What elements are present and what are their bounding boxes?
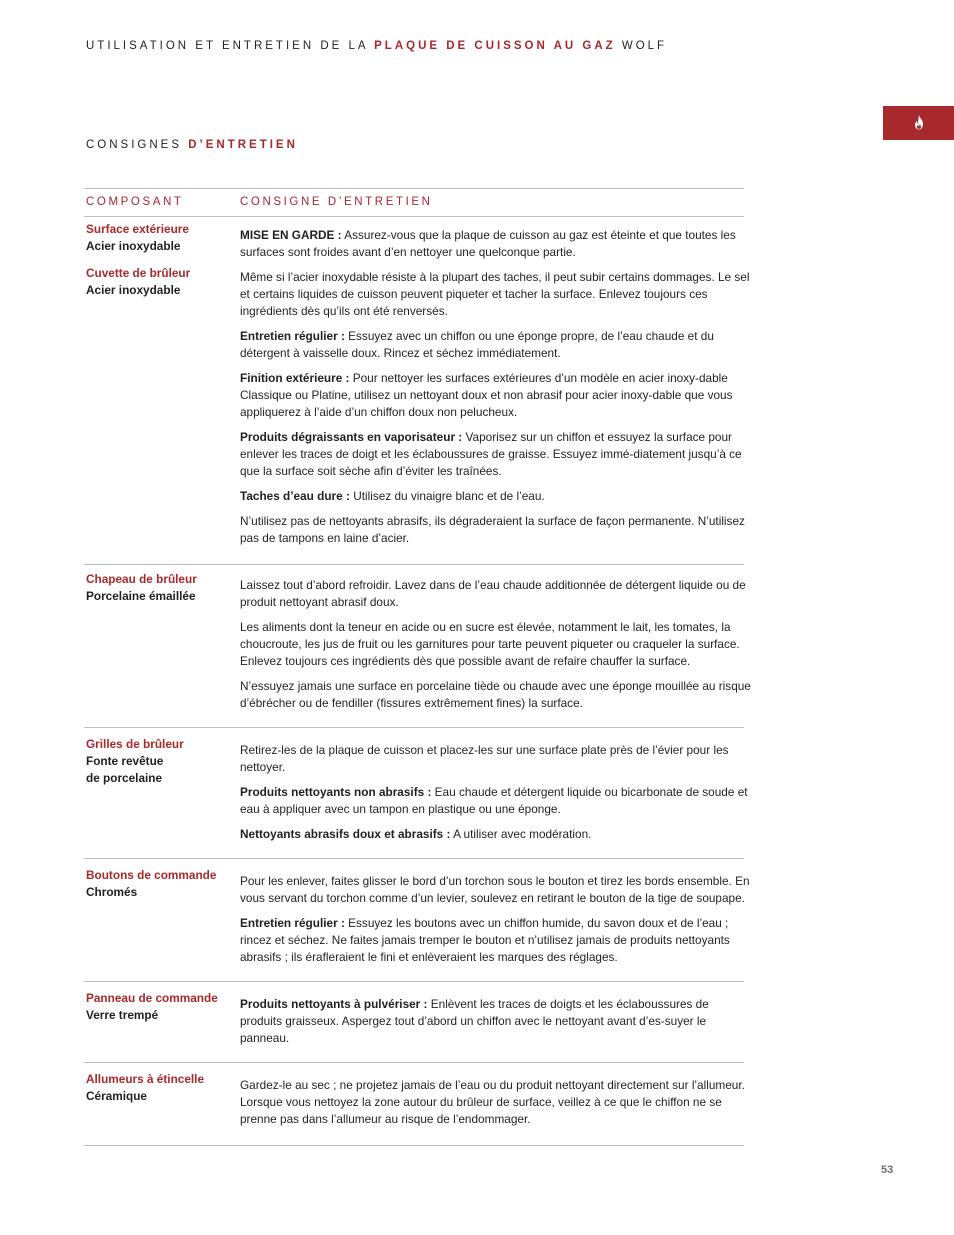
component-cell	[86, 736, 236, 787]
component-cell	[86, 571, 236, 605]
component-cell	[86, 221, 236, 255]
instruction-text: Les aliments dont la teneur en acide ou en sucre est élevée, notamment le lait, les tomates, la choucroute, les jus de fruit ou les garnitures pour tarte peuvent piqueter ou craqueler la surface. Enlevez toujours ces ingrédients dès que possible avant de refaire chauffer la surface.	[240, 620, 740, 668]
component-material: Chromés	[86, 885, 138, 899]
component-material: Verre trempé	[86, 1008, 159, 1022]
instruction-text: Essuyez avec un chiffon ou une éponge propre, de l’eau chaude et du détergent à vaisselle doux. Rincez et séchez immédiatement.	[240, 329, 714, 360]
instruction-lead: MISE EN GARDE :	[240, 228, 342, 242]
instruction-paragraph	[240, 742, 752, 776]
header-prefix: UTILISATION ET ENTRETIEN DE LA	[86, 40, 368, 52]
instruction-text: Enlèvent les traces de doigts et les éclaboussures de produits graisseux. Aspergez tout d’abord un chiffon avec le nettoyant avant d’es-suyer le panneau.	[240, 997, 709, 1045]
header-highlight: PLAQUE DE CUISSON AU GAZ	[374, 40, 616, 52]
instruction-text: Eau chaude et détergent liquide ou bicarbonate de soude et eau à appliquer avec un tampon en plastique ou une éponge.	[240, 785, 748, 816]
instruction-text: N’essuyez jamais une surface en porcelaine tiède ou chaude avec une éponge mouillée au risque d’ébrécher ou de fendiller (fissures extrêmement fines) la surface.	[240, 679, 751, 710]
instruction-text: Assurez-vous que la plaque de cuisson au gaz est éteinte et que toutes les surfaces sont froides avant d’en nettoyer une quelconque partie.	[240, 228, 736, 259]
instruction-paragraph	[240, 429, 752, 480]
instruction-lead: Produits dégraissants en vaporisateur :	[240, 430, 463, 444]
instruction-text: Vaporisez sur un chiffon et essuyez la surface pour enlever les traces de doigt et les éclaboussures de graisse. Essuyez immé-diatement jusqu’à ce que la surface soit sèche afin d’éviter les traînées.	[240, 430, 742, 478]
instruction-paragraph	[240, 619, 752, 670]
component-cell	[86, 990, 236, 1024]
instruction-lead: Produits nettoyants non abrasifs :	[240, 785, 432, 799]
table-row	[84, 728, 748, 859]
instruction-text: Pour les enlever, faites glisser le bord d’un torchon sous le bouton et tirez les bords ensemble. En vous servant du torchon comme d’un levier, soulevez en retirant le bouton de la tige de soupape.	[240, 874, 750, 905]
table-header	[84, 188, 744, 217]
instruction-lead: Nettoyants abrasifs doux et abrasifs :	[240, 827, 451, 841]
instruction-lead: Finition extérieure :	[240, 371, 350, 385]
component-material: Acier inoxydable	[86, 239, 181, 253]
instruction-paragraph	[240, 826, 752, 843]
instruction-text: Pour nettoyer les surfaces extérieures d’un modèle en acier inoxy-dable Classique ou Platine, utilisez un nettoyant doux et non abrasif pour acier inoxy-dable que vous appliquerez à l’aide d’un chiffon doux non pelucheux.	[240, 371, 733, 419]
instruction-cell	[240, 227, 752, 547]
table-row	[84, 217, 750, 565]
instruction-paragraph	[240, 784, 752, 818]
component-name: Grilles de brûleur	[86, 737, 184, 751]
component-cell	[86, 265, 236, 299]
component-name: Chapeau de brûleur	[86, 572, 197, 586]
instruction-cell	[240, 996, 752, 1047]
column-header-component: COMPOSANT	[86, 196, 184, 208]
instruction-cell	[240, 873, 752, 966]
instruction-cell	[240, 577, 752, 712]
instruction-cell	[240, 742, 752, 843]
care-table	[84, 188, 751, 1146]
instruction-lead: Entretien régulier :	[240, 329, 345, 343]
table-row	[84, 859, 750, 982]
component-cell	[86, 1071, 236, 1105]
instruction-text: N’utilisez pas de nettoyants abrasifs, ils dégraderaient la surface de façon permanente. N’utilisez pas de tampons en laine d’acier.	[240, 514, 745, 545]
component-material: Porcelaine émaillée	[86, 589, 196, 603]
component-name: Allumeurs à étincelle	[86, 1072, 205, 1086]
instruction-text: Laissez tout d’abord refroidir. Lavez dans de l’eau chaude additionnée de détergent liquide ou de produit nettoyant abrasif doux.	[240, 578, 746, 609]
instruction-text: Utilisez du vinaigre blanc et de l’eau.	[349, 489, 545, 503]
table-row	[84, 565, 751, 728]
instruction-text: Retirez-les de la plaque de cuisson et placez-les sur une surface plate près de l’évier pour les nettoyer.	[240, 743, 729, 774]
section-tab	[883, 106, 954, 140]
instruction-lead: Produits nettoyants à pulvériser :	[240, 997, 428, 1011]
running-header	[86, 40, 667, 52]
section-title-prefix: CONSIGNES	[86, 139, 183, 151]
instruction-paragraph	[240, 678, 752, 712]
instruction-text: Gardez-le au sec ; ne projetez jamais de l’eau ou du produit nettoyant directement sur l’allumeur. Lorsque vous nettoyez la zone autour du brûleur de surface, veillez à ce que le chiffon ne se prenne pas dans l’allumeur au risque de l’endommager.	[240, 1078, 745, 1126]
component-cell	[86, 867, 236, 901]
instruction-paragraph	[240, 915, 752, 966]
instruction-paragraph	[240, 269, 752, 320]
header-suffix: WOLF	[621, 40, 668, 52]
instruction-paragraph	[240, 227, 752, 261]
table-row	[84, 1063, 744, 1146]
table-body	[84, 217, 751, 1146]
section-title	[86, 139, 298, 151]
instruction-paragraph	[240, 328, 752, 362]
instruction-paragraph	[240, 513, 752, 547]
instruction-cell	[240, 1077, 752, 1128]
instruction-text: A utiliser avec modération.	[450, 827, 592, 841]
section-title-highlight: D’ENTRETIEN	[188, 139, 298, 151]
instruction-lead: Taches d’eau dure :	[240, 489, 350, 503]
component-name: Cuvette de brûleur	[86, 266, 191, 280]
component-material: Acier inoxydable	[86, 283, 181, 297]
instruction-lead: Entretien régulier :	[240, 916, 345, 930]
instruction-text: Essuyez les boutons avec un chiffon humide, du savon doux et de l’eau ; rincez et séchez. Ne faites jamais tremper le bouton et n’utilisez jamais de produits nettoyants abrasifs ; ils érafleraient le fini et enlèveraient les marques des réglages.	[240, 916, 730, 964]
instruction-paragraph	[240, 577, 752, 611]
component-material: Céramique	[86, 1089, 147, 1103]
column-header-instruction: CONSIGNE D’ENTRETIEN	[240, 196, 433, 208]
instruction-paragraph	[240, 873, 752, 907]
instruction-paragraph	[240, 996, 752, 1047]
component-material: Fonte revêtue de porcelaine	[86, 754, 164, 785]
instruction-paragraph	[240, 488, 752, 505]
component-name: Boutons de commande	[86, 868, 217, 882]
instruction-text: Même si l’acier inoxydable résiste à la plupart des taches, il peut subir certains dommages. Le sel et certains liquides de cuisson peuvent piqueter et tacher la surface. Enlevez toujours ces ingrédients dès qu’ils ont été renversés.	[240, 270, 750, 318]
component-name: Surface extérieure	[86, 222, 189, 236]
component-name: Panneau de commande	[86, 991, 218, 1005]
instruction-paragraph	[240, 1077, 752, 1128]
flame-icon	[913, 115, 925, 130]
table-row	[84, 982, 744, 1063]
page-number: 53	[881, 1164, 894, 1176]
instruction-paragraph	[240, 370, 752, 421]
